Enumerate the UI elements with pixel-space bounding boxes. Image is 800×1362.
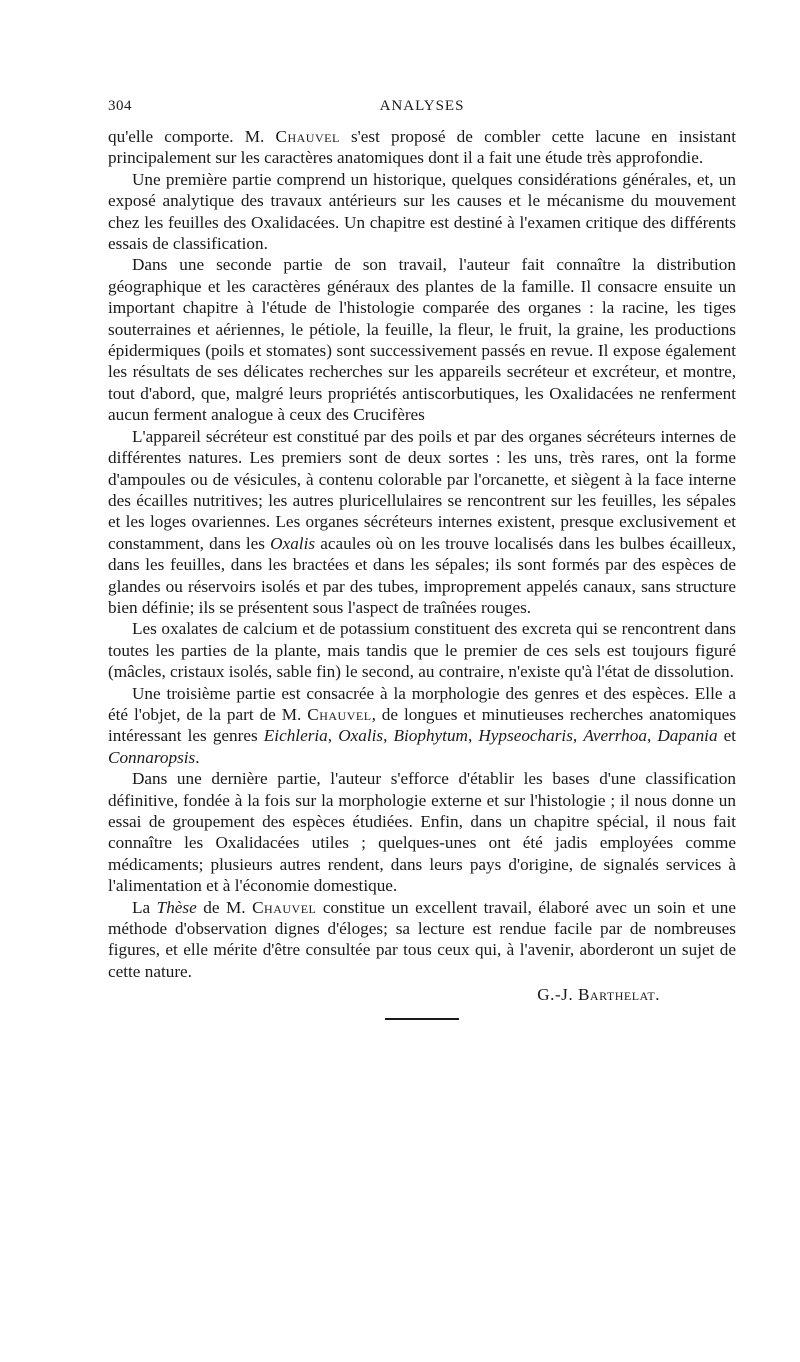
genus-name: Hypseocharis [478,726,573,746]
article-body [108,126,736,1020]
text-run: qu'elle comporte. M. [108,127,276,146]
signature-initials: G.-J. [537,985,578,1005]
separator: , [327,726,339,746]
genus-name: Oxalis [270,533,316,553]
genus-name: Averrhoa [583,726,647,746]
text-run: constitue un excellent travail, élaboré avec un soin et une méthode d'observation dignes d'éloges; sa lecture est rendue facile par de nombreuses figures, et elle mérite d'être consultée par tous ceux qui, à l'avenir, aborderont un sujet de cette nature. [108,897,736,981]
signature [108,984,660,1005]
separator: et [717,726,737,746]
separator: , [572,726,584,746]
separator: , [467,726,479,746]
text-run: La [132,897,157,917]
paragraph-4 [108,426,736,619]
genus-name: Connaropsis [108,747,196,767]
genus-name: Biophytum [393,726,468,746]
text-run: s'est proposé de combler cette lacune en insistant principalement sur les caractères anatomiques dont il a fait une étude très approfondie. [108,127,737,168]
paragraph-6 [108,683,736,769]
text-run: , de longues et minutieuses recherches anatomiques intéressant les genres [108,704,737,746]
text-run: L'appareil sécréteur est constitué par des poils et par des organes sécréteurs internes de différentes natures. Les premiers sont de deux sortes : les uns, très rares, ont la forme d'ampoules ou de vésicules, à contenu colorable par l'orcanette, et siègent à la face interne des écailles nutritives; les autres pluricellulaires se rencontrent sur les feuilles, les sépales et les loges ovariennes. Les organes sécréteurs internes existent, presque exclusivement et constamment, dans les [108,426,736,553]
paragraph-3: Dans une seconde partie de son travail, l'auteur fait connaître la distribution géographique et les caractères généraux des plantes de la famille. Il consacre ensuite un important chapitre à l'étude de l'histologie comparée des organes : la racine, les tiges souterraines et aériennes, le pétiole, la feuille, la fleur, le fruit, la graine, les productions épidermiques (poils et stomates) sont successivement passés en revue. Il expose également les résultats de ses délicates recherches sur les appareils secréteur et excréteur, et montre, tout d'abord, que, malgré leurs propriétés antiscorbutiques, les Oxalidacées ne renferment aucun ferment analogue à ceux des Crucifères [108,255,736,425]
paragraph-7: Dans une dernière partie, l'auteur s'efforce d'établir les bases d'une classification définitive, fondée à la fois sur la morphologie externe et sur l'histologie ; il nous donne un essai de groupement des espèces étudiées. Enfin, dans un chapitre spécial, il nous fait connaître les Oxalidacées utiles ; quelques-unes ont été jadis employées comme médicaments; plusieurs autres rendent, dans leurs pays d'origine, de signalés services à l'alimentation et à l'économie domestique. [108,769,736,896]
genus-name: Dapania [657,726,718,746]
running-title: ANALYSES [379,98,465,114]
genus-name: Oxalis [338,726,384,746]
text-run: . [195,747,200,767]
separator: , [646,726,658,746]
work-title: Thèse [156,897,197,917]
paragraph-8 [108,897,736,983]
page-number: 304 [108,98,132,114]
genus-name: Eichleria [263,726,328,746]
paragraph-2: Une première partie comprend un historique, quelques considérations générales, et, un exposé analytique des travaux antérieurs sur les causes et le mécanisme du mouvement chez les feuilles des Oxalidacées. Un chapitre est destiné à l'examen critique des différents essais de classification. [108,169,736,254]
text-run: Une troisième partie est consacrée à la morphologie des genres et des espèces. Elle a été l'objet, de la part de M. [108,683,736,724]
end-rule [385,1018,459,1020]
paragraph-1 [108,126,736,169]
text-run: de M. [196,897,253,917]
paragraph-5: Les oxalates de calcium et de potassium constituent des excreta qui se rencontrent dans toutes les parties de la plante, mais tandis que le premier de ces sels est toujours figuré (mâcles, cristaux isolés, sable fin) le second, au contraire, n'existe qu'à l'état de dissolution. [108,619,736,682]
author-name: Chauvel [307,704,372,724]
author-name: Chauvel [275,127,340,146]
separator: , [383,726,394,746]
text-run: . [655,985,660,1005]
signature-surname: Barthelat [577,985,656,1005]
text-run: acaules où on les trouve localisés dans les bulbes écailleux, dans les feuilles, dans les bractées et dans les sépales; ils sont formés par des espèces de glandes ou réservoirs isolés et par des tubes, improprement appelés canaux, sans structure bien définie; ils se présentent sous l'aspect de traînées rouges. [108,533,736,617]
author-name: Chauvel [252,897,317,917]
